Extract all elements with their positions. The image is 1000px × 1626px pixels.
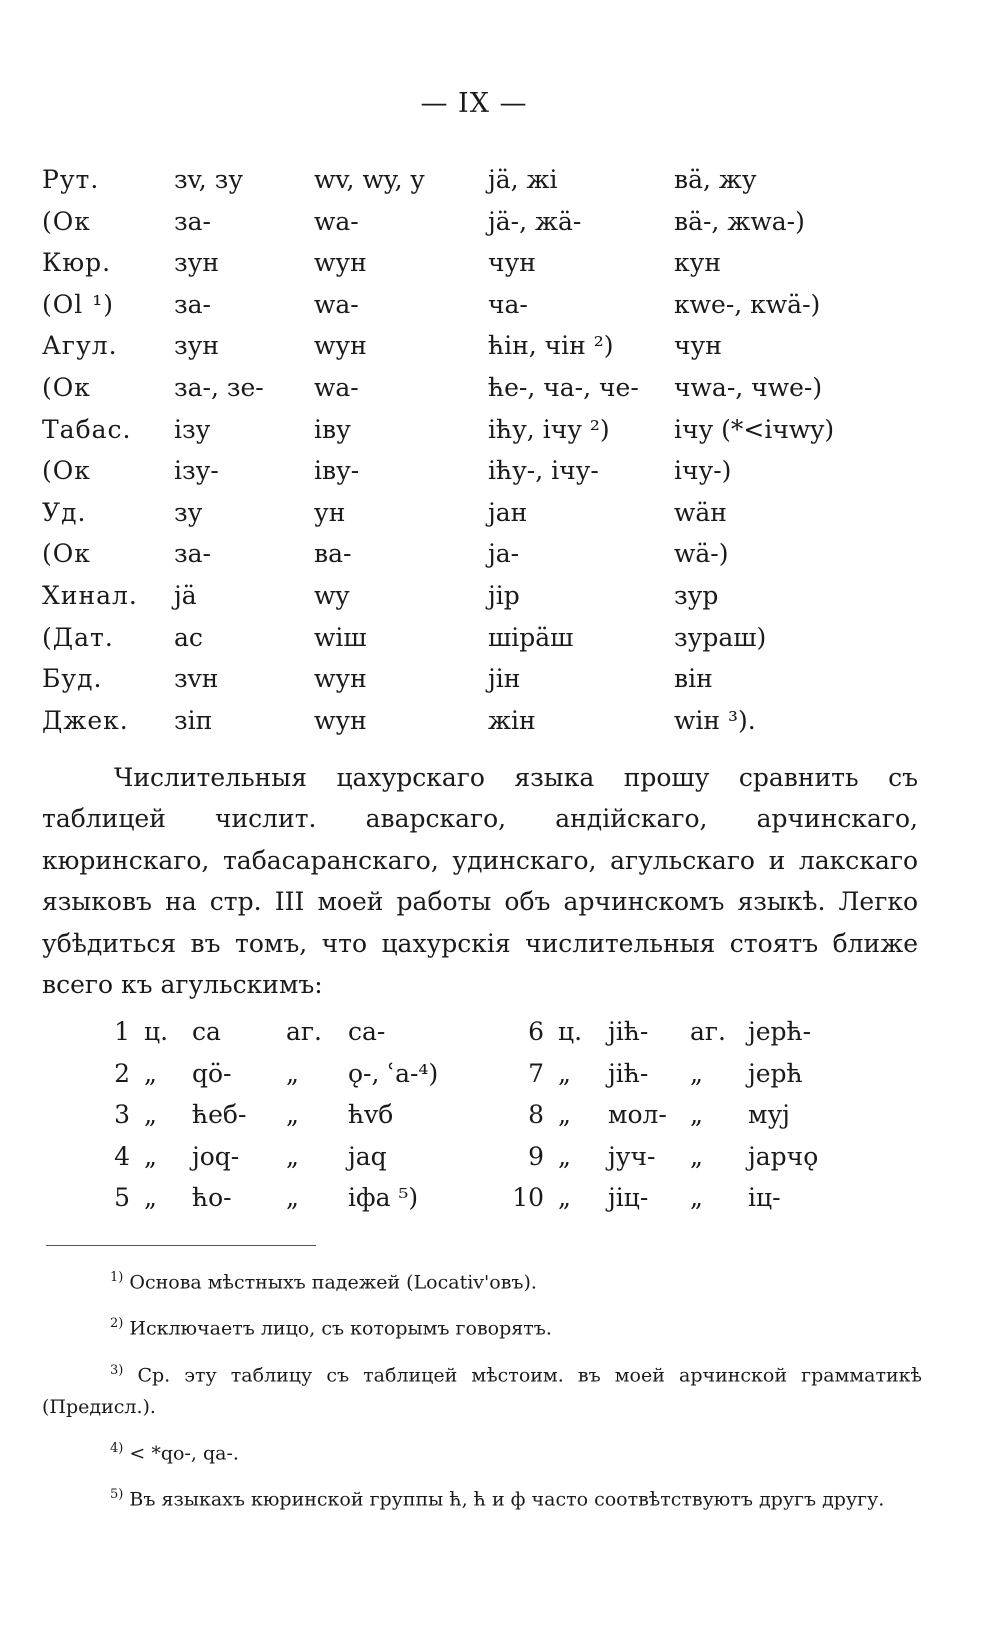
language-cell: (Дат. xyxy=(42,622,114,652)
form-cell: жiн xyxy=(488,705,536,735)
form-cell: wa- xyxy=(314,206,359,236)
form-cell: jуч- xyxy=(608,1141,656,1171)
form-cell: wy xyxy=(314,580,350,610)
form-cell: ун xyxy=(314,497,346,527)
abbrev-cell: „ xyxy=(690,1100,703,1130)
language-cell: Рут. xyxy=(42,165,100,194)
language-cell: Агул. xyxy=(42,331,118,361)
form-cell: joq- xyxy=(192,1141,240,1171)
form-cell: jä, жi xyxy=(488,165,558,194)
form-cell: wiн ³). xyxy=(674,705,756,735)
table-row xyxy=(42,373,942,415)
numeral-digit: 5 xyxy=(114,1183,130,1213)
table-row xyxy=(42,165,942,207)
table-row xyxy=(42,331,942,373)
abbrev-cell: „ xyxy=(558,1100,571,1130)
numeral-digit: 1 xyxy=(114,1017,130,1046)
footnote xyxy=(42,1479,922,1515)
form-cell: чун xyxy=(674,331,722,361)
form-cell: ва- xyxy=(314,539,352,569)
language-cell: Хинал. xyxy=(42,580,138,610)
table-row xyxy=(42,498,942,540)
table-row xyxy=(42,248,942,290)
abbrev-cell: „ xyxy=(558,1058,571,1088)
numeral-digit: 3 xyxy=(114,1100,130,1130)
footnote-mark: 1) xyxy=(110,1270,124,1285)
abbrev-cell: „ xyxy=(144,1141,157,1171)
form-cell: ас xyxy=(174,622,203,652)
form-cell: wv, wy, y xyxy=(314,165,425,194)
form-cell: зiп xyxy=(174,705,213,735)
form-cell: wa- xyxy=(314,372,359,402)
form-cell: вiн xyxy=(674,664,713,694)
body-paragraph: Числительныя цахурскаго языка прошу сравнить съ таблицей числит. аварскаго, андiйскаго, арчинскаго, кюринскаго, табасаранскаго, удинскаго, агульскаго и лакскаго языковъ на стр. III моей работы объ арчинскомъ языкѣ. Легко убѣдиться въ томъ, что цахурскiя числительныя стоятъ ближе всего къ агульскимъ: xyxy=(42,763,918,1000)
form-cell: iћу, iчу ²) xyxy=(488,414,610,444)
abbrev-cell: „ xyxy=(558,1141,571,1171)
numeral-digit: 9 xyxy=(528,1141,544,1171)
table-row xyxy=(42,415,942,457)
abbrev-cell: ц. xyxy=(558,1017,583,1046)
form-cell: jiћ- xyxy=(608,1058,649,1088)
abbrev-cell: „ xyxy=(286,1183,299,1213)
form-cell: вä, жу xyxy=(674,165,757,194)
language-cell: Кюр. xyxy=(42,248,112,278)
footnote-text: < *qo-, qa-. xyxy=(129,1442,239,1465)
form-cell: са- xyxy=(348,1017,386,1046)
language-cell: (Ок xyxy=(42,456,91,486)
form-cell: iзу- xyxy=(174,456,219,486)
abbrev-cell: „ xyxy=(558,1183,571,1213)
form-cell: jерћ xyxy=(748,1058,803,1088)
table-row xyxy=(42,706,942,748)
form-cell: qö- xyxy=(192,1058,232,1088)
table-row xyxy=(108,1142,908,1184)
form-cell: за- xyxy=(174,206,211,236)
form-cell: зv, зу xyxy=(174,165,244,194)
form-cell: за-, зе- xyxy=(174,372,264,402)
form-cell: iзу xyxy=(174,414,211,444)
abbrev-cell: „ xyxy=(144,1058,157,1088)
table-row xyxy=(108,1059,908,1101)
table-row xyxy=(42,623,942,665)
form-cell: зураш) xyxy=(674,622,767,652)
form-cell: за- xyxy=(174,539,211,569)
numeral-digit: 8 xyxy=(528,1100,544,1130)
footnote xyxy=(42,1433,922,1469)
form-cell: мол- xyxy=(608,1100,667,1130)
form-cell: iчу (*<iчwy) xyxy=(674,414,835,444)
form-cell: ǫ-, ʿа-⁴) xyxy=(348,1058,439,1088)
footnote-text: Ср. эту таблицу съ таблицей мѣстоим. въ моей арчинской грамматикѣ (Предисл.). xyxy=(42,1363,922,1418)
footnote xyxy=(42,1308,922,1344)
form-cell: jiр xyxy=(488,580,520,610)
form-cell: wä-) xyxy=(674,539,729,569)
table-row xyxy=(42,456,942,498)
form-cell: wун xyxy=(314,664,367,694)
footnote xyxy=(42,1355,922,1423)
abbrev-cell: „ xyxy=(144,1100,157,1130)
footnote-text: Основа мѣстныхъ падежей (Locativ'овъ). xyxy=(129,1271,537,1294)
abbrev-cell: „ xyxy=(286,1058,299,1088)
form-cell: ћо- xyxy=(192,1183,232,1213)
form-cell: кун xyxy=(674,248,721,278)
table-row xyxy=(42,290,942,332)
form-cell: зун xyxy=(174,248,220,278)
form-cell: муj xyxy=(748,1100,790,1130)
table-row xyxy=(108,1017,908,1059)
form-cell: зун xyxy=(174,331,220,361)
numeral-digit: 7 xyxy=(528,1058,544,1088)
table-row xyxy=(42,539,942,581)
abbrev-cell: аг. xyxy=(690,1017,726,1046)
form-cell: jiћ- xyxy=(608,1017,649,1046)
form-cell: зу xyxy=(174,497,203,527)
form-cell: зур xyxy=(674,580,719,610)
form-cell: чwa-, чwe-) xyxy=(674,372,823,402)
form-cell: wiш xyxy=(314,622,367,652)
form-cell: wун xyxy=(314,248,367,278)
language-cell: (Ок xyxy=(42,206,91,236)
abbrev-cell: „ xyxy=(286,1100,299,1130)
footnote-mark: 2) xyxy=(110,1316,124,1332)
numeral-digit: 6 xyxy=(528,1017,544,1046)
form-cell: кwe-, кwä-) xyxy=(674,289,821,319)
form-cell: ча- xyxy=(488,289,528,319)
footnote-mark: 5) xyxy=(110,1487,124,1503)
abbrev-cell: ц. xyxy=(144,1017,169,1046)
form-cell: jарчǫ xyxy=(748,1141,819,1171)
form-cell: за- xyxy=(174,289,211,319)
footnote-divider xyxy=(46,1245,316,1246)
footnote xyxy=(42,1262,922,1298)
language-cell: Джек. xyxy=(42,705,129,735)
form-cell: iву xyxy=(314,414,351,444)
form-cell: ћe-, ча-, че- xyxy=(488,372,639,402)
footnotes xyxy=(42,1262,922,1526)
abbrev-cell: „ xyxy=(690,1141,703,1171)
table-row xyxy=(108,1100,908,1142)
abbrev-cell: „ xyxy=(690,1058,703,1088)
form-cell: jiц- xyxy=(608,1183,649,1213)
form-cell: iфа ⁵) xyxy=(348,1183,419,1213)
form-cell: jä xyxy=(174,580,197,610)
language-cell: Табас. xyxy=(42,414,132,444)
form-cell: ћvб xyxy=(348,1100,394,1130)
form-cell: jiн xyxy=(488,664,521,694)
footnote-text: Исключаетъ лицо, съ которымъ говорятъ. xyxy=(129,1317,552,1340)
language-cell: Буд. xyxy=(42,664,103,694)
abbrev-cell: „ xyxy=(690,1183,703,1213)
form-cell: шiрäш xyxy=(488,622,574,652)
footnote-mark: 3) xyxy=(110,1362,124,1378)
form-cell: вä-, жwa-) xyxy=(674,206,805,236)
form-cell: wун xyxy=(314,705,367,735)
form-cell: jaq xyxy=(348,1141,387,1171)
language-cell: (Ок xyxy=(42,539,91,569)
form-cell: ja- xyxy=(488,539,520,569)
footnote-text: Въ языкахъ кюринской группы ћ, ћ и ф часто соотвѣтствуютъ другъ другу. xyxy=(129,1488,885,1511)
form-cell: jaн xyxy=(488,497,528,527)
page-number: — IX — xyxy=(420,88,528,119)
abbrev-cell: „ xyxy=(144,1183,157,1213)
table-row xyxy=(42,207,942,249)
language-cell: (Ок xyxy=(42,372,91,402)
numeral-digit: 2 xyxy=(114,1058,130,1088)
form-cell: ћеб- xyxy=(192,1100,247,1130)
form-cell: wa- xyxy=(314,289,359,319)
form-cell: чун xyxy=(488,248,536,278)
form-cell: wäн xyxy=(674,497,727,527)
abbrev-cell: „ xyxy=(286,1141,299,1171)
language-cell: (Ol ¹) xyxy=(42,289,114,319)
table-row xyxy=(108,1183,908,1225)
form-cell: са xyxy=(192,1017,221,1046)
form-cell: iву- xyxy=(314,456,360,486)
abbrev-cell: аг. xyxy=(286,1017,322,1046)
table-row xyxy=(42,664,942,706)
form-cell: jä-, жä- xyxy=(488,206,582,236)
form-cell: jерћ- xyxy=(748,1017,812,1046)
form-cell: iћу-, iчу- xyxy=(488,456,599,486)
form-cell: ћiн, чiн ²) xyxy=(488,331,614,361)
form-cell: iчу-) xyxy=(674,456,732,486)
form-cell: iц- xyxy=(748,1183,781,1213)
form-cell: зvн xyxy=(174,664,219,694)
pronoun-table xyxy=(42,165,942,747)
language-cell: Уд. xyxy=(42,497,87,527)
footnote-mark: 4) xyxy=(110,1440,124,1456)
numeral-table xyxy=(108,1017,908,1225)
table-row xyxy=(42,581,942,623)
numeral-digit: 10 xyxy=(512,1183,544,1213)
form-cell: wун xyxy=(314,331,367,361)
numeral-digit: 4 xyxy=(114,1141,130,1171)
